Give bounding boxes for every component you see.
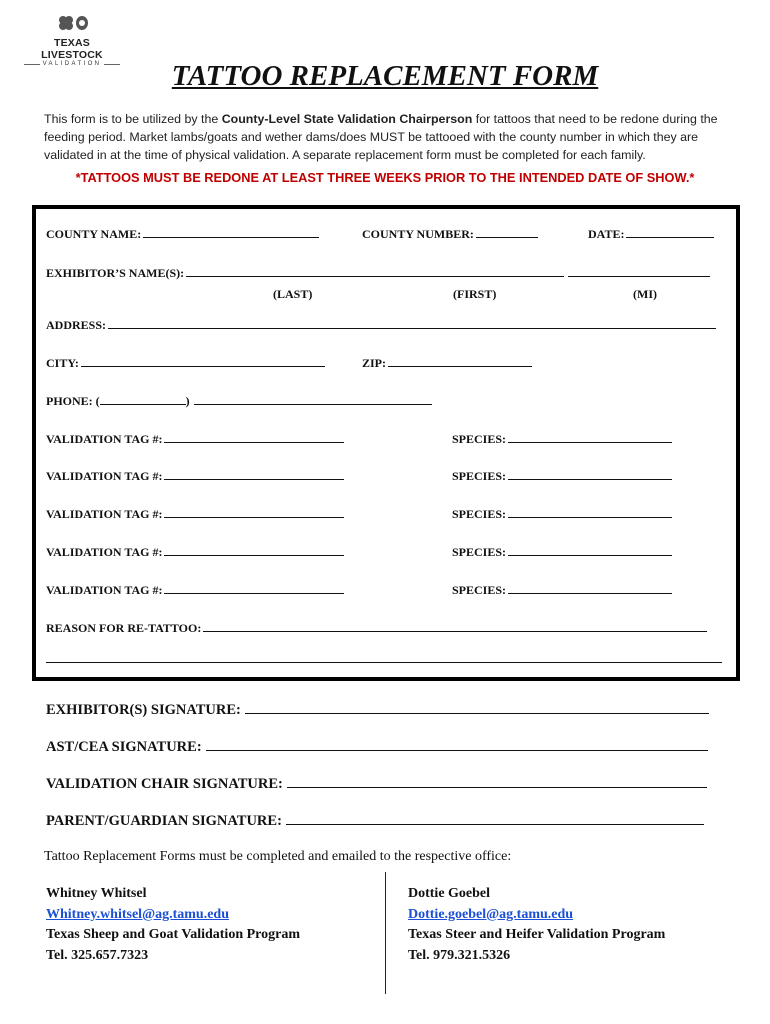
contact-card-2 — [408, 884, 665, 966]
contact-email-link[interactable]: Dottie.goebel@ag.tamu.edu — [408, 906, 574, 922]
species-field-2[interactable] — [452, 468, 672, 484]
validation-tag-line[interactable] — [164, 431, 344, 443]
phone-number-line[interactable] — [194, 393, 432, 405]
city-label: CITY: — [46, 356, 79, 370]
date-field[interactable] — [588, 226, 714, 242]
species-line[interactable] — [508, 431, 672, 443]
contact-email-link[interactable]: Whitney.whitsel@ag.tamu.edu — [46, 906, 229, 922]
intro-bold: County-Level State Validation Chairperson — [221, 112, 473, 126]
ast-cea-signature-line[interactable] — [206, 737, 708, 751]
validation-tag-field-5[interactable] — [46, 582, 344, 598]
contact-name: Whitney Whitsel — [46, 886, 147, 901]
county-number-field[interactable] — [362, 226, 538, 242]
intro-part1: This form is to be utilized by the — [44, 112, 222, 126]
species-field-5[interactable] — [452, 582, 672, 598]
logo-title: TEXAS LIVESTOCK — [41, 37, 103, 61]
date-label: DATE: — [588, 227, 625, 241]
validation-chair-signature-line[interactable] — [287, 774, 707, 788]
intro-paragraph — [44, 110, 734, 164]
contact-program: Texas Steer and Heifer Validation Program — [408, 927, 666, 942]
contact-card-1 — [46, 884, 300, 966]
city-line[interactable] — [81, 355, 325, 367]
parent-guardian-signature-field[interactable] — [46, 811, 704, 830]
validation-tag-line[interactable] — [164, 506, 344, 518]
exhibitor-mi-line[interactable] — [568, 265, 710, 277]
zip-field[interactable] — [362, 355, 532, 371]
county-number-line[interactable] — [476, 226, 538, 238]
validation-tag-field-3[interactable] — [46, 506, 344, 522]
exhibitor-last-first-line[interactable] — [186, 265, 564, 277]
species-field-4[interactable] — [452, 544, 672, 560]
contact-name: Dottie Goebel — [408, 886, 491, 901]
reason-field[interactable] — [46, 620, 707, 636]
zip-line[interactable] — [388, 355, 532, 367]
species-label: SPECIES: — [452, 583, 507, 597]
date-line[interactable] — [626, 226, 714, 238]
zip-label: ZIP: — [362, 356, 386, 370]
intro-part2: for tattoos that need to be redone during the feeding period. Market lambs/goats and wether dams/does MUST be tattooed with the county number in which they are validated in at the time of physical validation. A separate replacement form must be completed for each family. — [44, 112, 718, 162]
form-title: TATTOO REPLACEMENT FORM — [171, 60, 599, 92]
phone-close-paren: ) — [185, 394, 190, 408]
validation-tag-label: VALIDATION TAG #: — [46, 507, 163, 521]
contact-program: Texas Sheep and Goat Validation Program — [46, 927, 300, 942]
species-line[interactable] — [508, 506, 672, 518]
species-field-1[interactable] — [452, 431, 672, 447]
validation-tag-line[interactable] — [164, 582, 344, 594]
phone-area-code-line[interactable] — [100, 393, 186, 405]
exhibitor-signature-line[interactable] — [245, 700, 709, 714]
address-line[interactable] — [108, 317, 716, 329]
county-name-field[interactable] — [46, 226, 319, 242]
texas-livestock-validation-logo — [22, 14, 122, 66]
exhibitor-signature-label: EXHIBITOR(S) SIGNATURE: — [46, 702, 241, 718]
submission-note: Tattoo Replacement Forms must be completed and emailed to the respective office: — [44, 849, 512, 864]
species-label: SPECIES: — [452, 545, 507, 559]
exhibitor-names-field[interactable] — [46, 265, 710, 281]
county-name-line[interactable] — [143, 226, 319, 238]
species-field-3[interactable] — [452, 506, 672, 522]
address-field[interactable] — [46, 317, 716, 333]
validation-tag-label: VALIDATION TAG #: — [46, 583, 163, 597]
warning-text: *TATTOOS MUST BE REDONE AT LEAST THREE WEEKS PRIOR TO THE INTENDED DATE OF SHOW.* — [75, 170, 695, 185]
validation-chair-signature-field[interactable] — [46, 774, 707, 793]
parent-guardian-signature-line[interactable] — [286, 811, 704, 825]
validation-tag-label: VALIDATION TAG #: — [46, 432, 163, 446]
reason-line-2[interactable] — [46, 651, 722, 663]
validation-tag-line[interactable] — [164, 544, 344, 556]
mi-caption: (MI) — [633, 287, 657, 301]
contact-phone: Tel. 325.657.7323 — [46, 947, 149, 963]
validation-tag-field-2[interactable] — [46, 468, 344, 484]
validation-chair-signature-label: VALIDATION CHAIR SIGNATURE: — [46, 776, 283, 792]
validation-tag-line[interactable] — [164, 468, 344, 480]
county-number-label: COUNTY NUMBER: — [362, 227, 474, 241]
validation-tag-label: VALIDATION TAG #: — [46, 469, 163, 483]
validation-tag-field-1[interactable] — [46, 431, 344, 447]
contact-phone: Tel. 979.321.5326 — [408, 947, 511, 963]
exhibitor-names-label: EXHIBITOR’S NAME(S): — [46, 266, 185, 280]
species-line[interactable] — [508, 544, 672, 556]
parent-guardian-signature-label: PARENT/GUARDIAN SIGNATURE: — [46, 813, 282, 829]
species-line[interactable] — [508, 468, 672, 480]
phone-field[interactable] — [46, 393, 432, 409]
reason-label: REASON FOR RE-TATTOO: — [46, 621, 202, 635]
species-label: SPECIES: — [452, 432, 507, 446]
exhibitor-signature-field[interactable] — [46, 700, 709, 719]
validation-tag-label: VALIDATION TAG #: — [46, 545, 163, 559]
ast-cea-signature-field[interactable] — [46, 737, 708, 756]
logo-subtitle: VALIDATION — [42, 61, 102, 67]
reason-line-1[interactable] — [203, 620, 707, 632]
contacts-divider — [385, 872, 386, 994]
last-caption: (LAST) — [273, 287, 313, 301]
county-name-label: COUNTY NAME: — [46, 227, 142, 241]
validation-tag-field-4[interactable] — [46, 544, 344, 560]
city-field[interactable] — [46, 355, 325, 371]
ast-cea-signature-label: AST/CEA SIGNATURE: — [46, 739, 202, 755]
address-label: ADDRESS: — [46, 318, 107, 332]
species-line[interactable] — [508, 582, 672, 594]
species-label: SPECIES: — [452, 469, 507, 483]
phone-label: PHONE: ( — [46, 394, 100, 408]
four-h-clover-and-ffa-emblem-icon — [52, 14, 92, 36]
first-caption: (FIRST) — [453, 287, 497, 301]
species-label: SPECIES: — [452, 507, 507, 521]
